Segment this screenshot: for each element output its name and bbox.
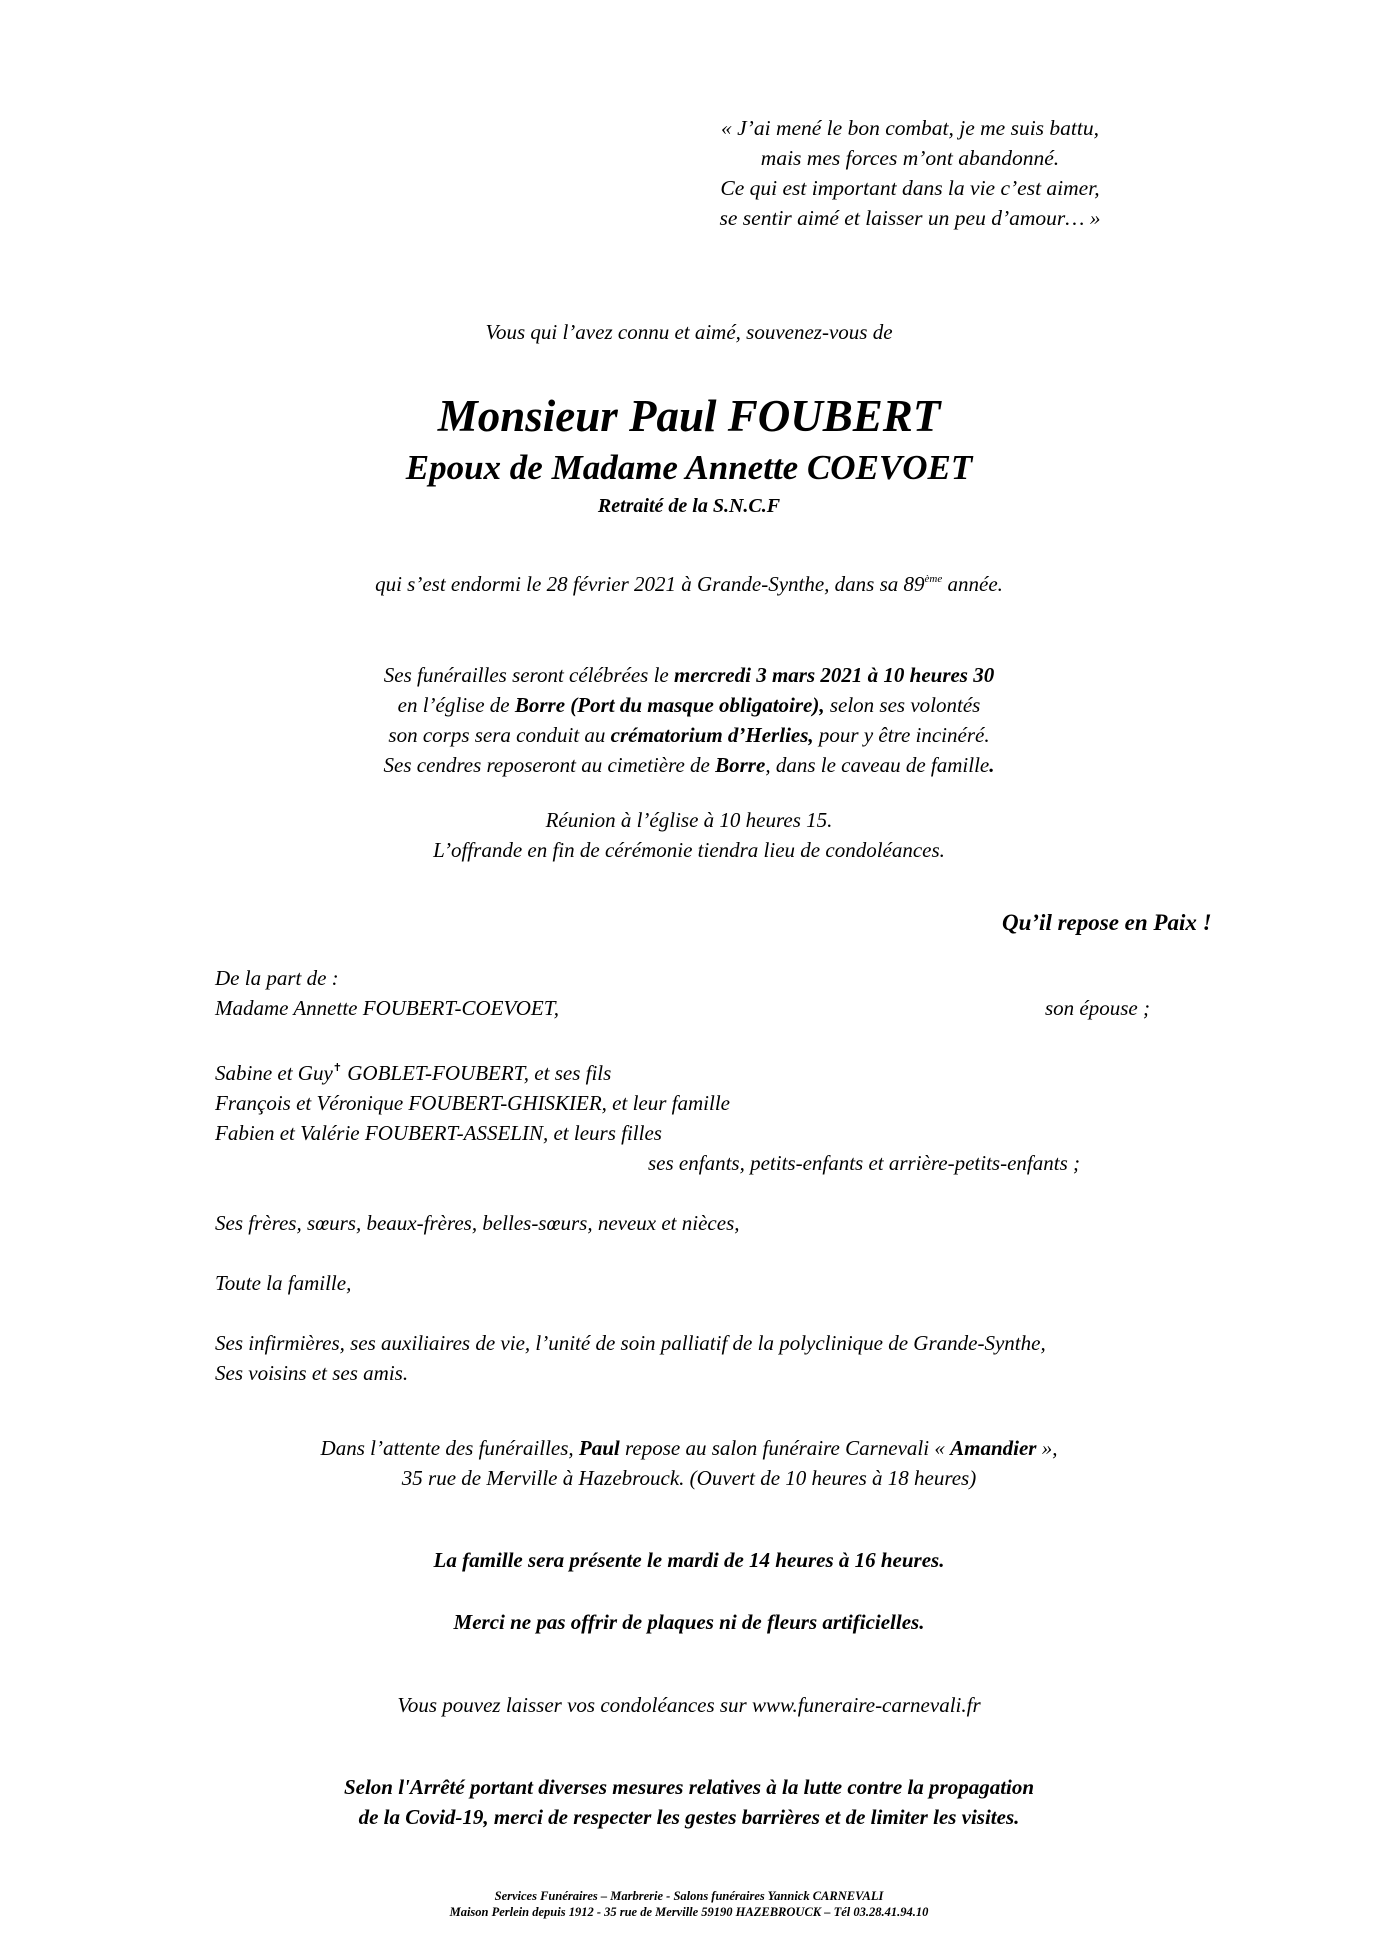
siblings-line: Ses frères, sœurs, beaux-frères, belles-sœurs, neveux et nièces, — [215, 1211, 740, 1235]
deceased-name: Monsieur Paul FOUBERT — [437, 391, 941, 441]
waiting-line: 35 rue de Merville à Hazebrouck. (Ouvert de 10 heures à 18 heures) — [401, 1466, 977, 1490]
meeting-line: Réunion à l’église à 10 heures 15. — [545, 808, 833, 832]
crematorium: crématorium d’Herlies, — [610, 723, 814, 747]
death-text-end: année. — [942, 572, 1003, 596]
text: Sabine et Guy — [215, 1061, 333, 1085]
from-label: De la part de : — [215, 966, 339, 990]
church-location: Borre (Port du masque obligatoire), — [514, 693, 825, 717]
death-text: qui s’est endormi le 28 février 2021 à Grande-Synthe, dans sa 89 — [375, 572, 925, 596]
covid-notice — [0, 1772, 1378, 1832]
text: pour y être incinéré. — [813, 723, 990, 747]
wife-name: Madame Annette FOUBERT-COEVOET, — [215, 996, 560, 1020]
covid-line: Selon l'Arrêté portant diverses mesures relatives à la lutte contre la propagation — [343, 1775, 1035, 1799]
funeral-line — [0, 750, 1378, 780]
rest-in-peace: Qu’il repose en Paix ! — [1002, 910, 1212, 935]
cemetery: Borre — [715, 753, 766, 777]
all-family-line: Toute la famille, — [215, 1271, 352, 1295]
meeting-line: L’offrande en fin de cérémonie tiendra lieu de condoléances. — [433, 838, 945, 862]
child-line — [215, 1053, 1255, 1088]
text: Ses funérailles seront célébrées le — [383, 663, 674, 687]
quote-line: « J’ai mené le bon combat, je me suis battu, — [721, 116, 1099, 140]
condolences-link[interactable]: Vous pouvez laisser vos condoléances sur www.funeraire-carnevali.fr — [397, 1693, 981, 1717]
footer-line: Services Funéraires – Marbrerie - Salons funéraires Yannick CARNEVALI — [494, 1889, 884, 1903]
funeral-date: mercredi 3 mars 2021 à 10 heures 30 — [673, 663, 995, 687]
quote-line: mais mes forces m’ont abandonné. — [760, 146, 1060, 170]
covid-line: de la Covid-19, merci de respecter les gestes barrières et de limiter les visites. — [358, 1805, 1020, 1829]
text: selon ses volontés — [824, 693, 981, 717]
waiting-line — [0, 1433, 1378, 1463]
funeral-details — [0, 660, 1378, 780]
family-present: La famille sera présente le mardi de 14 heures à 16 heures. — [433, 1548, 945, 1572]
text: GOBLET-FOUBERT, et ses fils — [342, 1061, 612, 1085]
salon-name: Amandier — [950, 1436, 1037, 1460]
funeral-line — [0, 720, 1378, 750]
wife-line — [215, 993, 1255, 1023]
wife-role: son épouse ; — [1045, 996, 1150, 1020]
neighbours-line: Ses voisins et ses amis. — [215, 1361, 409, 1385]
condolences-notice — [0, 1693, 1378, 1718]
occupation: Retraité de la S.N.C.F — [597, 495, 781, 517]
first-name: Paul — [578, 1436, 620, 1460]
intro-text: Vous qui l’avez connu et aimé, souvenez-vous de — [485, 320, 893, 344]
text: Ses cendres reposeront au cimetière de — [383, 753, 716, 777]
child-line: François et Véronique FOUBERT-GHISKIER, et leur famille — [215, 1091, 730, 1115]
text: repose au salon funéraire Carnevali « — [619, 1436, 951, 1460]
text: en l’église de — [397, 693, 515, 717]
text: . — [989, 753, 995, 777]
child-line: Fabien et Valérie FOUBERT-ASSELIN, et leurs filles — [215, 1121, 662, 1145]
quote-line: Ce qui est important dans la vie c’est aimer, — [720, 176, 1100, 200]
footer-line: Maison Perlein depuis 1912 - 35 rue de Merville 59190 HAZEBROUCK – Tél 03.28.41.94.10 — [449, 1905, 929, 1919]
meeting-info — [0, 805, 1378, 865]
text: son corps sera conduit au — [388, 723, 611, 747]
text: , dans le caveau de famille — [765, 753, 990, 777]
epitaph-quote — [660, 113, 1160, 233]
funeral-line — [0, 660, 1378, 690]
waiting-info — [0, 1433, 1378, 1493]
ordinal-suffix: ème — [924, 573, 943, 585]
spouse-line: Epoux de Madame Annette COEVOET — [405, 448, 973, 487]
quote-line: se sentir aimé et laisser un peu d’amour… » — [719, 206, 1101, 230]
no-plaques-notice: Merci ne pas offrir de plaques ni de fleurs artificielles. — [453, 1610, 925, 1634]
carers-line: Ses infirmières, ses auxiliaires de vie, l’unité de soin palliatif de la polyclinique de Grande-Synthe, — [215, 1331, 1046, 1355]
death-notice — [0, 572, 1378, 597]
cross-icon: ✝ — [332, 1062, 343, 1074]
family-section — [215, 963, 1255, 1388]
text: », — [1036, 1436, 1058, 1460]
children-role: ses enfants, petits-enfants et arrière-petits-enfants ; — [648, 1151, 1080, 1175]
funeral-line — [0, 690, 1378, 720]
text: Dans l’attente des funérailles, — [320, 1436, 579, 1460]
footer — [0, 1888, 1378, 1920]
